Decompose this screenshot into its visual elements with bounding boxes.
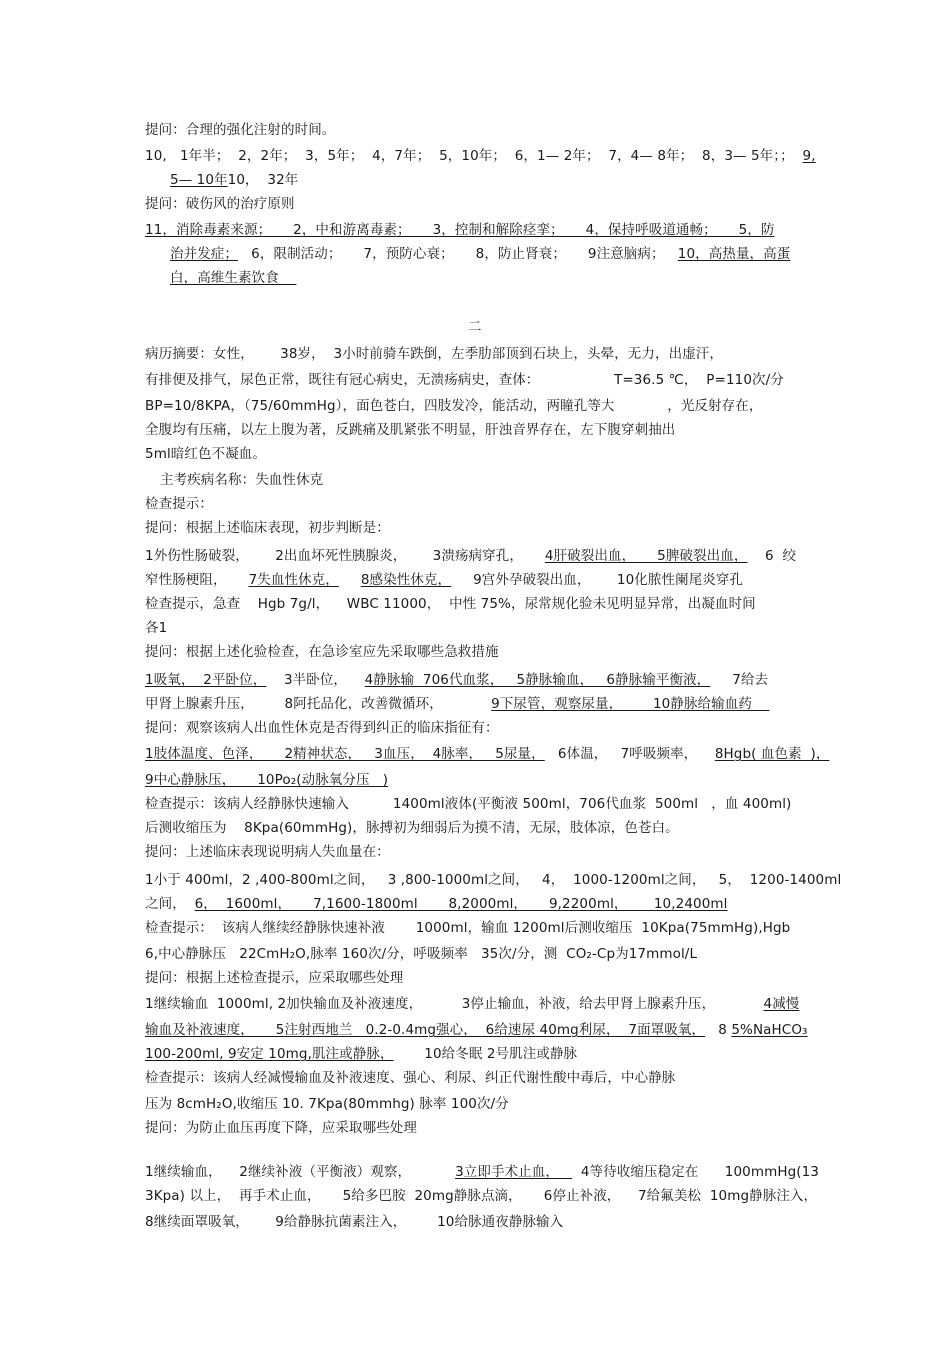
text-line <box>468 318 482 336</box>
line-text: 主考疾病名称：失血性休克 <box>160 472 324 488</box>
line-text: 提问：根据上述化验检查，在急诊室应先采取哪些急救措施 <box>145 644 499 660</box>
text-line <box>145 195 295 213</box>
line-text: 病历摘要：女性， 38岁， 3小时前骑车跌倒，左季肋部顶到石块上，头晕，无力，出虚汗， <box>145 346 723 362</box>
underlined-text: 1肢体温度、色泽， 2精神状态， 3血压， 4脉率， 5尿量， <box>145 746 545 762</box>
text-line <box>145 121 335 139</box>
line-text: 提问：破伤风的治疗原则 <box>145 196 295 212</box>
line-text: 1外伤性肠破裂， 2出血坏死性胰腺炎， 3溃疡病穿孔， <box>145 548 545 564</box>
text-line <box>145 1045 577 1063</box>
line-text: 检查提示： 该病人继续经静脉快速补液 1000ml，输血 1200ml后测收缩压 10Kpa(75mmHg),Hgb <box>145 920 791 936</box>
underlined-text: 6， 1600ml， 7,1600-1800ml 8,2000ml， 9,2200ml， 10,2400ml <box>194 896 728 912</box>
underlined-text: 治并发症； <box>170 246 238 262</box>
underlined-text: 4静脉输 706代血浆， 5静脉输血， 6静脉输平衡液， <box>364 672 711 688</box>
line-text: 提问：根据上述检查提示，应采取哪些处理 <box>145 970 404 986</box>
text-line <box>145 595 756 613</box>
line-text <box>339 572 361 588</box>
text-line <box>145 1069 675 1087</box>
underlined-text: 8Hgb( 血色素 )， <box>714 746 830 762</box>
text-line <box>145 147 816 165</box>
line-text: 提问：上述临床表现说明病人失血量在： <box>145 844 390 860</box>
line-text: 8继续面罩吸氧， 9给静脉抗菌素注入， 10给脉通夜静脉输入 <box>145 1214 564 1230</box>
text-line <box>145 421 675 439</box>
line-text: 6 绞 <box>747 548 797 564</box>
underlined-text: 5— 10年 <box>170 172 228 188</box>
line-text: 9宫外孕破裂出血， 10化脓性阑尾炎穿孔 <box>451 572 744 588</box>
line-text: 检查提示： <box>145 496 213 512</box>
line-text: 1继续输血， 2继续补液（平衡液）观察， <box>145 1164 456 1180</box>
line-text: 10给冬眠 2号肌注或静脉 <box>393 1046 578 1062</box>
line-text: 检查提示：该病人经静脉快速输入 1400ml液体(平衡液 500ml，706代血浆 500ml ，血 400ml) <box>145 796 792 812</box>
text-line <box>145 695 770 713</box>
text-line <box>145 919 790 937</box>
text-line <box>145 745 829 763</box>
text-line <box>145 1021 808 1039</box>
underlined-text: 100-200ml, 9安定 10mg,肌注或静脉， <box>145 1046 394 1062</box>
underlined-text: 5%NaHCO₃ <box>731 1022 808 1038</box>
line-text: 8 <box>705 1022 732 1038</box>
underlined-text: 4减慢 <box>763 996 800 1012</box>
text-line <box>170 171 298 189</box>
line-text: 提问：合理的强化注射的时间。 <box>145 122 336 138</box>
line-text: 6，限制活动； 7，预防心衰； 8，防止肾衰； 9注意脑病； <box>238 246 678 262</box>
line-text: 检查提示，急查 Hgb 7g/l， WBC 11000， 中性 75%，尿常规化验未见明显异常，出凝血时间 <box>145 596 756 612</box>
underlined-text: 输血及补液速度， 5注射西地兰 0.2-0.4mg强心， 6给速尿 40mg利尿， 7面罩吸氧， <box>145 1022 706 1038</box>
text-line <box>145 571 743 589</box>
line-text: 1继续输血 1000ml, 2加快输血及补液速度， 3停止输血，补液，给去甲肾上腺素升压， <box>145 996 764 1012</box>
text-line <box>145 671 768 689</box>
line-text: BP=10/8KPA，（75/60mmHg），面色苍白，四肢发冷，能活动，两瞳孔等大 ，光反射存在， <box>145 398 763 414</box>
text-line <box>145 397 762 415</box>
text-line <box>145 969 403 987</box>
line-text: 甲肾上腺素升压， 8阿托品化，改善微循环， <box>145 696 492 712</box>
line-text: 7给去 <box>710 672 769 688</box>
line-text: 提问：为防止血压再度下降，应采取哪些处理 <box>145 1120 417 1136</box>
text-line <box>145 819 679 837</box>
text-line <box>145 619 167 637</box>
text-line <box>145 995 799 1013</box>
underlined-text: 8感染性休克， <box>360 572 452 588</box>
text-line <box>145 1163 819 1181</box>
line-text: 10， 32年 <box>227 172 299 188</box>
text-line <box>170 269 296 287</box>
text-line <box>145 945 697 963</box>
text-line <box>145 795 791 813</box>
line-text: 全腹均有压痛，以左上腹为著，反跳痛及肌紧张不明显，肝浊音界存在，左下腹穿刺抽出 <box>145 422 676 438</box>
line-text: 6,中心静脉压 22CmH₂O,脉率 160次/分，呼吸频率 35次/分，测 CO₂-Cp为17mmol/L <box>145 946 698 962</box>
text-line <box>145 1095 509 1113</box>
text-line <box>145 871 841 889</box>
text-line <box>170 245 790 263</box>
text-line <box>145 1213 563 1231</box>
line-text: 5ml暗红色不凝血。 <box>145 446 266 462</box>
text-line <box>145 643 499 661</box>
line-text: 提问：根据上述临床表现，初步判断是： <box>145 520 390 536</box>
text-line <box>145 345 723 363</box>
line-text: 有排便及排气，尿色正常，既往有冠心病史，无溃疡病史，查体： T=36.5 ℃， P=110次/分 <box>145 372 784 388</box>
text-line <box>145 371 784 389</box>
text-line <box>145 495 213 513</box>
text-line <box>145 771 388 789</box>
line-text: 6体温， 7呼吸频率， <box>544 746 715 762</box>
line-text: 各1 <box>145 620 168 636</box>
text-line <box>145 1187 817 1205</box>
line-text: 提问：观察该病人出血性休克是否得到纠正的临床指征有： <box>145 720 499 736</box>
line-text: 1小于 400ml，2 ,400-800ml之间， 3 ,800-1000ml之间， 4， 1000-1200ml之间， 5， 1200-1400ml <box>145 872 842 888</box>
underlined-text: 1吸氧， 2平卧位， <box>145 672 267 688</box>
line-text: 3半卧位， <box>266 672 365 688</box>
text-line <box>145 719 499 737</box>
underlined-text: 3立即手术止血， <box>455 1164 573 1180</box>
text-line <box>145 221 775 239</box>
line-text: 之间， <box>145 896 195 912</box>
underlined-text: 白，高维生素饮食 <box>170 270 297 286</box>
line-text: 窄性肠梗阻， <box>145 572 249 588</box>
underlined-text: 9下尿管，观察尿量， 10静脉给输血药 <box>491 696 770 712</box>
text-line <box>145 445 266 463</box>
underlined-text: 9, <box>802 148 816 164</box>
line-text: 4等待收缩压稳定在 100mmHg(13 <box>572 1164 819 1180</box>
line-text: 压为 8cmH₂O,收缩压 10. 7Kpa(80mmhg) 脉率 100次/分 <box>145 1096 509 1112</box>
line-text: 二 <box>468 319 482 335</box>
text-line <box>145 843 390 861</box>
text-line <box>145 895 728 913</box>
line-text: 后测收缩压为 8Kpa(60mmHg)，脉搏初为细弱后为摸不清，无尿，肢体凉，色苍白。 <box>145 820 679 836</box>
underlined-text: 10，高热量，高蛋 <box>677 246 791 262</box>
line-text: 10, 1年半； 2，2年； 3，5年； 4，7年； 5，10年； 6，1— 2年； 7，4— 8年； 8，3— 5年；； <box>145 148 803 164</box>
underlined-text: 9中心静脉压， 10Po₂(动脉氧分压 ) <box>145 772 389 788</box>
underlined-text: 4肝破裂出血， 5脾破裂出血， <box>544 548 748 564</box>
text-line <box>160 471 323 489</box>
text-line <box>145 519 390 537</box>
underlined-text: 11，消除毒素来源； 2，中和游离毒素； 3，控制和解除痉挛； 4，保持呼吸道通畅； 5，防 <box>145 222 775 238</box>
underlined-text: 7失血性休克， <box>248 572 339 588</box>
text-line <box>145 1119 417 1137</box>
text-line <box>145 547 796 565</box>
line-text: 3Kpa) 以上， 再手术止血， 5给多巴胺 20mg静脉点滴， 6停止补液， 7给氟美松 10mg静脉注入， <box>145 1188 818 1204</box>
line-text: 检查提示：该病人经减慢输血及补液速度、强心、利尿、纠正代谢性酸中毒后，中心静脉 <box>145 1070 676 1086</box>
